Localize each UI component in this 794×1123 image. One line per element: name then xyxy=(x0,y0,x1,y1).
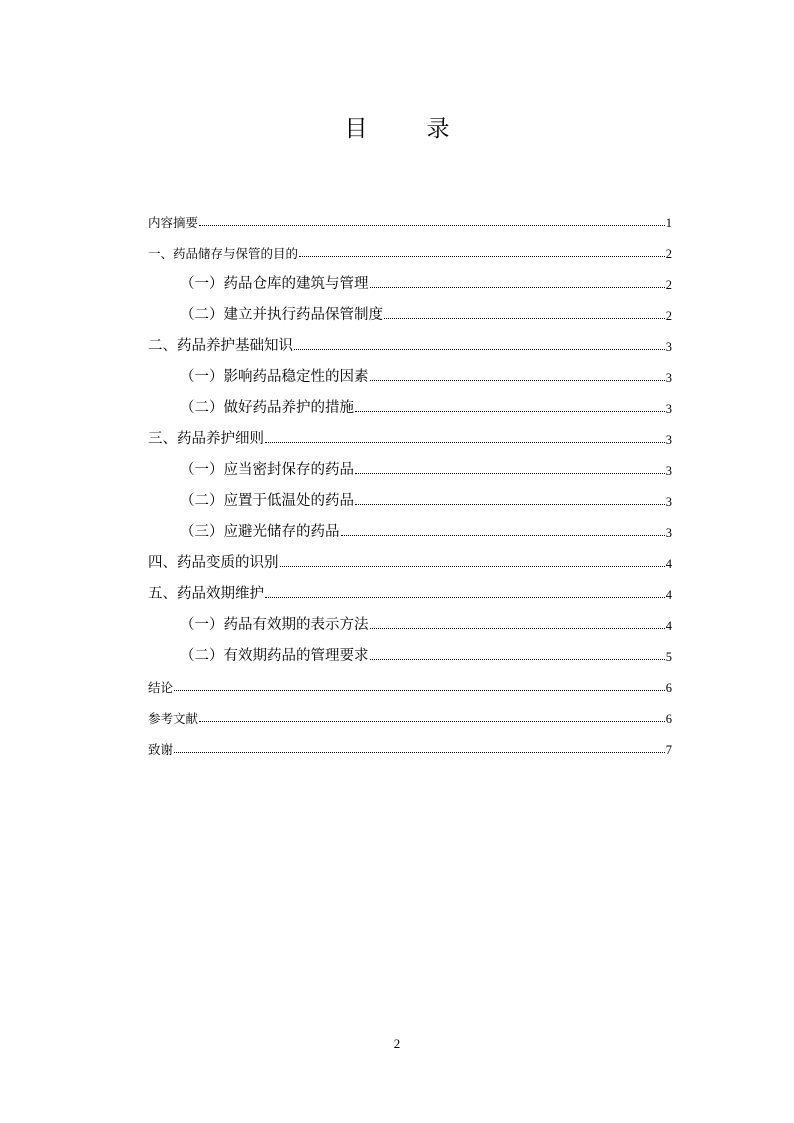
toc-entry-page: 2 xyxy=(665,246,672,261)
toc-entry[interactable] xyxy=(148,477,672,508)
toc-entry-label: （三）应避光储存的药品 xyxy=(180,523,340,540)
toc-dot-leader xyxy=(370,380,665,381)
toc-entry-label: （一）影响药品稳定性的因素 xyxy=(180,368,369,385)
toc-entry-label: （二）做好药品养护的措施 xyxy=(180,399,354,416)
toc-dot-leader xyxy=(294,349,665,350)
toc-entry-label: 四、药品变质的识别 xyxy=(148,554,279,571)
toc-entry-label: （一）药品仓库的建筑与管理 xyxy=(180,275,369,292)
page-title: 目 录 xyxy=(344,116,468,142)
toc-entry-label: （二）有效期药品的管理要求 xyxy=(180,647,369,664)
toc-entry-page: 4 xyxy=(665,556,672,571)
toc-dot-leader xyxy=(355,504,665,505)
toc-entry-page: 1 xyxy=(665,215,672,230)
toc-entry[interactable] xyxy=(148,539,672,570)
toc-entry-page: 3 xyxy=(665,370,672,385)
toc-entry[interactable] xyxy=(148,322,672,353)
toc-entry[interactable] xyxy=(148,508,672,539)
toc-entry-page: 2 xyxy=(665,308,672,323)
toc-entry[interactable] xyxy=(148,229,672,260)
toc-entry[interactable] xyxy=(148,384,672,415)
toc-entry-label: （一）应当密封保存的药品 xyxy=(180,461,354,478)
toc-dot-leader xyxy=(199,721,665,722)
toc-entry[interactable] xyxy=(148,694,672,725)
toc-entry-page: 3 xyxy=(665,463,672,478)
toc-entry-label: 内容摘要 xyxy=(148,214,199,230)
toc-entry-label: 一、药品储存与保管的目的 xyxy=(148,245,299,261)
toc-entry-label: 五、药品效期维护 xyxy=(148,585,264,602)
toc-entry-page: 3 xyxy=(665,525,672,540)
toc-dot-leader xyxy=(370,628,665,629)
toc-dot-leader xyxy=(174,752,665,753)
toc-entry-page: 4 xyxy=(665,618,672,633)
toc-dot-leader xyxy=(174,690,665,691)
toc-entry-label: （二）应置于低温处的药品 xyxy=(180,492,354,509)
toc-entry[interactable] xyxy=(148,260,672,291)
toc-entry-label: 结论 xyxy=(148,679,174,695)
page-number: 2 xyxy=(393,1036,401,1051)
toc-entry[interactable] xyxy=(148,663,672,694)
toc-entry-label: 二、药品养护基础知识 xyxy=(148,337,293,354)
toc-dot-leader xyxy=(384,318,665,319)
toc-dot-leader xyxy=(355,473,665,474)
toc-dot-leader xyxy=(199,225,665,226)
toc-entry-label: 致谢 xyxy=(148,741,174,757)
toc-dot-leader xyxy=(355,411,665,412)
toc-entry[interactable] xyxy=(148,198,672,229)
toc-dot-leader xyxy=(280,566,665,567)
toc-entry-page: 6 xyxy=(665,711,672,726)
toc-entry[interactable] xyxy=(148,570,672,601)
toc-entry-label: 三、药品养护细则 xyxy=(148,430,264,447)
toc-entry[interactable] xyxy=(148,446,672,477)
toc-entry-page: 3 xyxy=(665,432,672,447)
table-of-contents xyxy=(148,198,672,756)
toc-entry[interactable] xyxy=(148,725,672,756)
toc-dot-leader xyxy=(299,256,665,257)
toc-entry-page: 2 xyxy=(665,277,672,292)
toc-entry-label: （二）建立并执行药品保管制度 xyxy=(180,306,383,323)
toc-dot-leader xyxy=(265,597,665,598)
toc-entry[interactable] xyxy=(148,353,672,384)
toc-entry-page: 6 xyxy=(665,680,672,695)
toc-entry-page: 4 xyxy=(665,587,672,602)
toc-entry-page: 5 xyxy=(665,649,672,664)
toc-dot-leader xyxy=(341,535,665,536)
toc-entry[interactable] xyxy=(148,632,672,663)
toc-entry[interactable] xyxy=(148,601,672,632)
toc-entry[interactable] xyxy=(148,291,672,322)
toc-entry-page: 7 xyxy=(665,742,672,757)
toc-entry-page: 3 xyxy=(665,401,672,416)
toc-entry-label: （一）药品有效期的表示方法 xyxy=(180,616,369,633)
toc-dot-leader xyxy=(370,659,665,660)
toc-dot-leader xyxy=(265,442,665,443)
toc-entry-page: 3 xyxy=(665,494,672,509)
toc-dot-leader xyxy=(370,287,665,288)
toc-entry-label: 参考文献 xyxy=(148,710,199,726)
toc-entry-page: 3 xyxy=(665,339,672,354)
toc-entry[interactable] xyxy=(148,415,672,446)
